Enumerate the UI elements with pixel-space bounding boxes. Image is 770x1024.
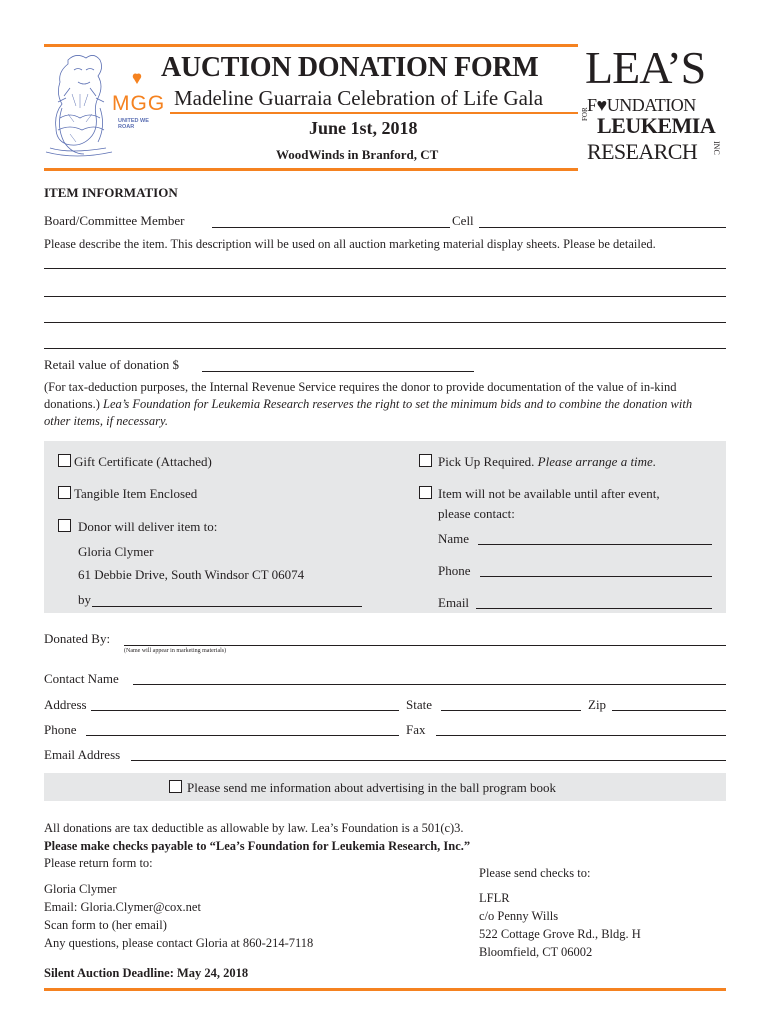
contact-name-option-field[interactable] [478,544,712,545]
check-address-line2: c/o Penny Wills [479,909,559,923]
phone-field[interactable] [86,735,399,736]
return-email: Email: Gloria.Clymer@cox.net [44,900,201,914]
send-checks-label: Please send checks to: [479,866,591,880]
board-member-field[interactable] [212,227,450,228]
gift-certificate-label: Gift Certificate (Attached) [74,454,212,469]
check-address-line4: Bloomfield, CT 06002 [479,945,593,959]
donor-deliver-label: Donor will deliver item to: [78,519,218,534]
gala-subtitle: Madeline Guarraia Celebration of Life Gala [174,86,544,110]
not-available-checkbox[interactable] [419,486,432,499]
return-form-label: Please return form to: [44,856,153,870]
gift-certificate-checkbox[interactable] [58,454,71,467]
tangible-item-checkbox[interactable] [58,486,71,499]
contact-phone-option-label: Phone [438,563,471,578]
email-address-label: Email Address [44,747,121,762]
deliver-address: 61 Debbie Drive, South Windsor CT 06074 [78,567,305,582]
contact-name-label: Contact Name [44,671,119,686]
tax-note-line2-start: donations.) [44,397,104,411]
checks-payable-note: Please make checks payable to “Lea’s Foundation for Leukemia Research, Inc.” [44,839,471,853]
gala-venue: WoodWinds in Branford, CT [276,147,439,162]
address-field[interactable] [91,710,399,711]
pickup-required-checkbox[interactable] [419,454,432,467]
logo-line-leukemia: LEUKEMIA [597,113,716,138]
not-available-line2: please contact: [438,506,515,521]
footer-rule [44,988,726,991]
state-label: State [406,697,432,712]
description-line-2[interactable] [44,296,726,297]
description-line-4[interactable] [44,348,726,349]
contact-name-option-label: Name [438,531,470,546]
email-address-field[interactable] [131,760,726,761]
tangible-item-label: Tangible Item Enclosed [74,486,198,501]
description-line-3[interactable] [44,322,726,323]
pickup-arrange-text: Please arrange a time. [537,454,657,469]
mgg-logo [40,48,165,160]
tax-deductible-note: All donations are tax deductible as allowable by law. Lea’s Foundation is a 501(c)3. [44,821,464,835]
pickup-required-text: Pick Up Required. [438,454,535,469]
header-bottom-rule [44,168,578,171]
cell-field[interactable] [479,227,726,228]
description-line-1[interactable] [44,268,726,269]
board-member-label: Board/Committee Member [44,213,185,228]
silent-auction-deadline: Silent Auction Deadline: May 24, 2018 [44,966,249,980]
logo-line-foundation: F♥UNDATION [587,95,696,115]
retail-value-field[interactable] [202,371,474,372]
logo-line-research: RESEARCH [587,139,698,164]
check-address-line3: 522 Cottage Grove Rd., Bldg. H [479,927,641,941]
fax-label: Fax [406,722,426,737]
tax-note-line2-italic: Lea’s Foundation for Leukemia Research reserves the right to set the minimum bids and to combine the donation with [103,397,693,411]
form-title: AUCTION DONATION FORM [161,52,539,83]
zip-field[interactable] [612,710,726,711]
tax-note-line3: other items, if necessary. [44,414,168,428]
contact-email-option-label: Email [438,595,470,610]
pickup-required-label [438,455,656,468]
donated-by-note: (Name will appear in marketing materials) [124,648,227,654]
contact-name-field[interactable] [133,684,726,685]
describe-instructions: Please describe the item. This description will be used on all auction marketing material display sheets. Please be detailed. [44,237,656,251]
mgg-logo-tagline: UNITED WE ROAR [118,118,149,130]
contact-phone-option-field[interactable] [480,576,712,577]
address-label: Address [44,697,87,712]
contact-email-option-field[interactable] [476,608,712,609]
orange-ribbon-icon [130,72,144,86]
advertising-label: Please send me information about advertising in the ball program book [187,780,556,795]
tax-note-line2 [44,398,692,411]
donated-by-field[interactable] [124,645,726,646]
logo-side-inc: INC [712,141,721,155]
by-label: by [78,592,91,607]
header-top-rule [44,44,578,47]
mgg-logo-text: MGG [112,92,166,115]
gala-date: June 1st, 2018 [309,118,418,138]
advertising-checkbox[interactable] [169,780,182,793]
donated-by-label: Donated By: [44,631,111,646]
not-available-line1: Item will not be available until after event, [438,486,660,501]
tax-note-line1: (For tax-deduction purposes, the Internal Revenue Service requires the donor to provide documentation of the value of in-kind [44,380,677,394]
logo-side-for: FOR [581,107,589,121]
questions-contact: Any questions, please contact Gloria at 860-214-7118 [44,936,314,950]
return-name: Gloria Clymer [44,882,117,896]
check-address-line1: LFLR [479,891,510,905]
donor-deliver-checkbox[interactable] [58,519,71,532]
deliver-by-field[interactable] [92,606,362,607]
retail-value-label: Retail value of donation $ [44,357,180,372]
deliver-name: Gloria Clymer [78,544,154,559]
leas-foundation-logo [581,42,725,170]
phone-label: Phone [44,722,77,737]
item-info-heading: ITEM INFORMATION [44,185,178,200]
state-field[interactable] [441,710,581,711]
fax-field[interactable] [436,735,726,736]
scan-form-note: Scan form to (her email) [44,918,167,932]
cell-label: Cell [452,213,474,228]
zip-label: Zip [588,697,607,712]
header-mid-rule [170,112,578,114]
logo-line-leas: LEA’S [585,42,706,93]
